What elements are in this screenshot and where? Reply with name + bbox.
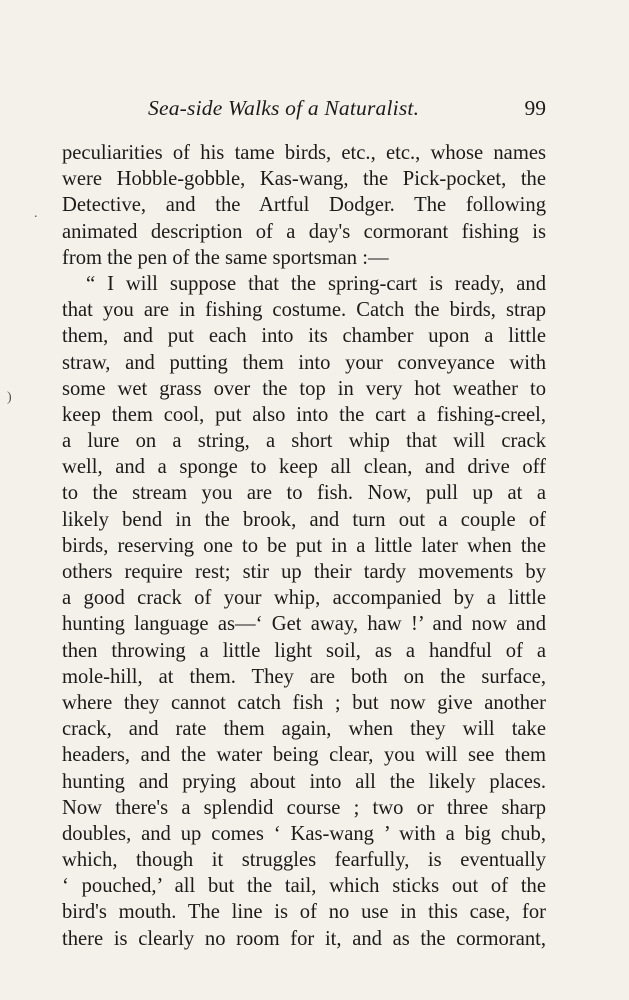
- text-line: well, and a sponge to keep all clean, and drive off: [62, 456, 546, 479]
- text-line: hunting and prying about into all the likely places.: [62, 770, 546, 793]
- text-line: then throwing a little light soil, as a handful of a: [62, 639, 546, 662]
- text-line: crack, and rate them again, when they will take: [62, 718, 546, 741]
- running-title: Sea-side Walks of a Naturalist.: [148, 96, 420, 120]
- text-line: some wet grass over the top in very hot weather to: [62, 377, 546, 400]
- margin-mark: ): [7, 390, 12, 405]
- text-line: Now there's a splendid course ; two or three sharp: [62, 796, 546, 819]
- text-line: doubles, and up comes ‘ Kas-wang ’ with a big chub,: [62, 822, 546, 845]
- text-line: a lure on a string, a short whip that will crack: [62, 430, 546, 453]
- text-line: a good crack of your whip, accompanied by a little: [62, 587, 546, 610]
- text-line: hunting language as—‘ Get away, haw !’ and now and: [62, 613, 546, 636]
- text-line: headers, and the water being clear, you will see them: [62, 744, 546, 767]
- text-line: were Hobble-gobble, Kas-wang, the Pick-pocket, the: [62, 168, 546, 191]
- text-line: birds, reserving one to be put in a little later when the: [62, 534, 546, 557]
- text-line: Detective, and the Artful Dodger. The following: [62, 194, 546, 217]
- text-line: keep them cool, put also into the cart a fishing-creel,: [62, 403, 546, 426]
- text-line: animated description of a day's cormorant fishing is: [62, 220, 546, 243]
- text-line: mole-hill, at them. They are both on the surface,: [62, 665, 546, 688]
- text-line: ‘ pouched,’ all but the tail, which sticks out of the: [62, 875, 546, 898]
- body-text: [62, 140, 546, 952]
- text-line: “ I will suppose that the spring-cart is ready, and: [86, 272, 546, 295]
- text-line: straw, and putting them into your conveyance with: [62, 351, 546, 374]
- text-line: likely bend in the brook, and turn out a couple of: [62, 508, 546, 531]
- margin-mark: .: [34, 206, 38, 221]
- page-number: 99: [524, 96, 546, 120]
- text-line: others require rest; stir up their tardy movements by: [62, 561, 546, 583]
- text-line: them, and put each into its chamber upon a little: [62, 325, 546, 348]
- running-head: [62, 96, 546, 126]
- text-line: bird's mouth. The line is of no use in this case, for: [62, 901, 546, 924]
- text-line: to the stream you are to fish. Now, pull up at a: [62, 482, 546, 505]
- text-line: that you are in fishing costume. Catch the birds, strap: [62, 299, 546, 322]
- text-line: which, though it struggles fearfully, is eventually: [62, 849, 546, 872]
- text-line: where they cannot catch fish ; but now give another: [62, 691, 546, 714]
- text-line: there is clearly no room for it, and as the cormorant,: [62, 927, 546, 950]
- text-line: from the pen of the same sportsman :—: [62, 246, 389, 269]
- text-line: peculiarities of his tame birds, etc., etc., whose names: [62, 142, 546, 164]
